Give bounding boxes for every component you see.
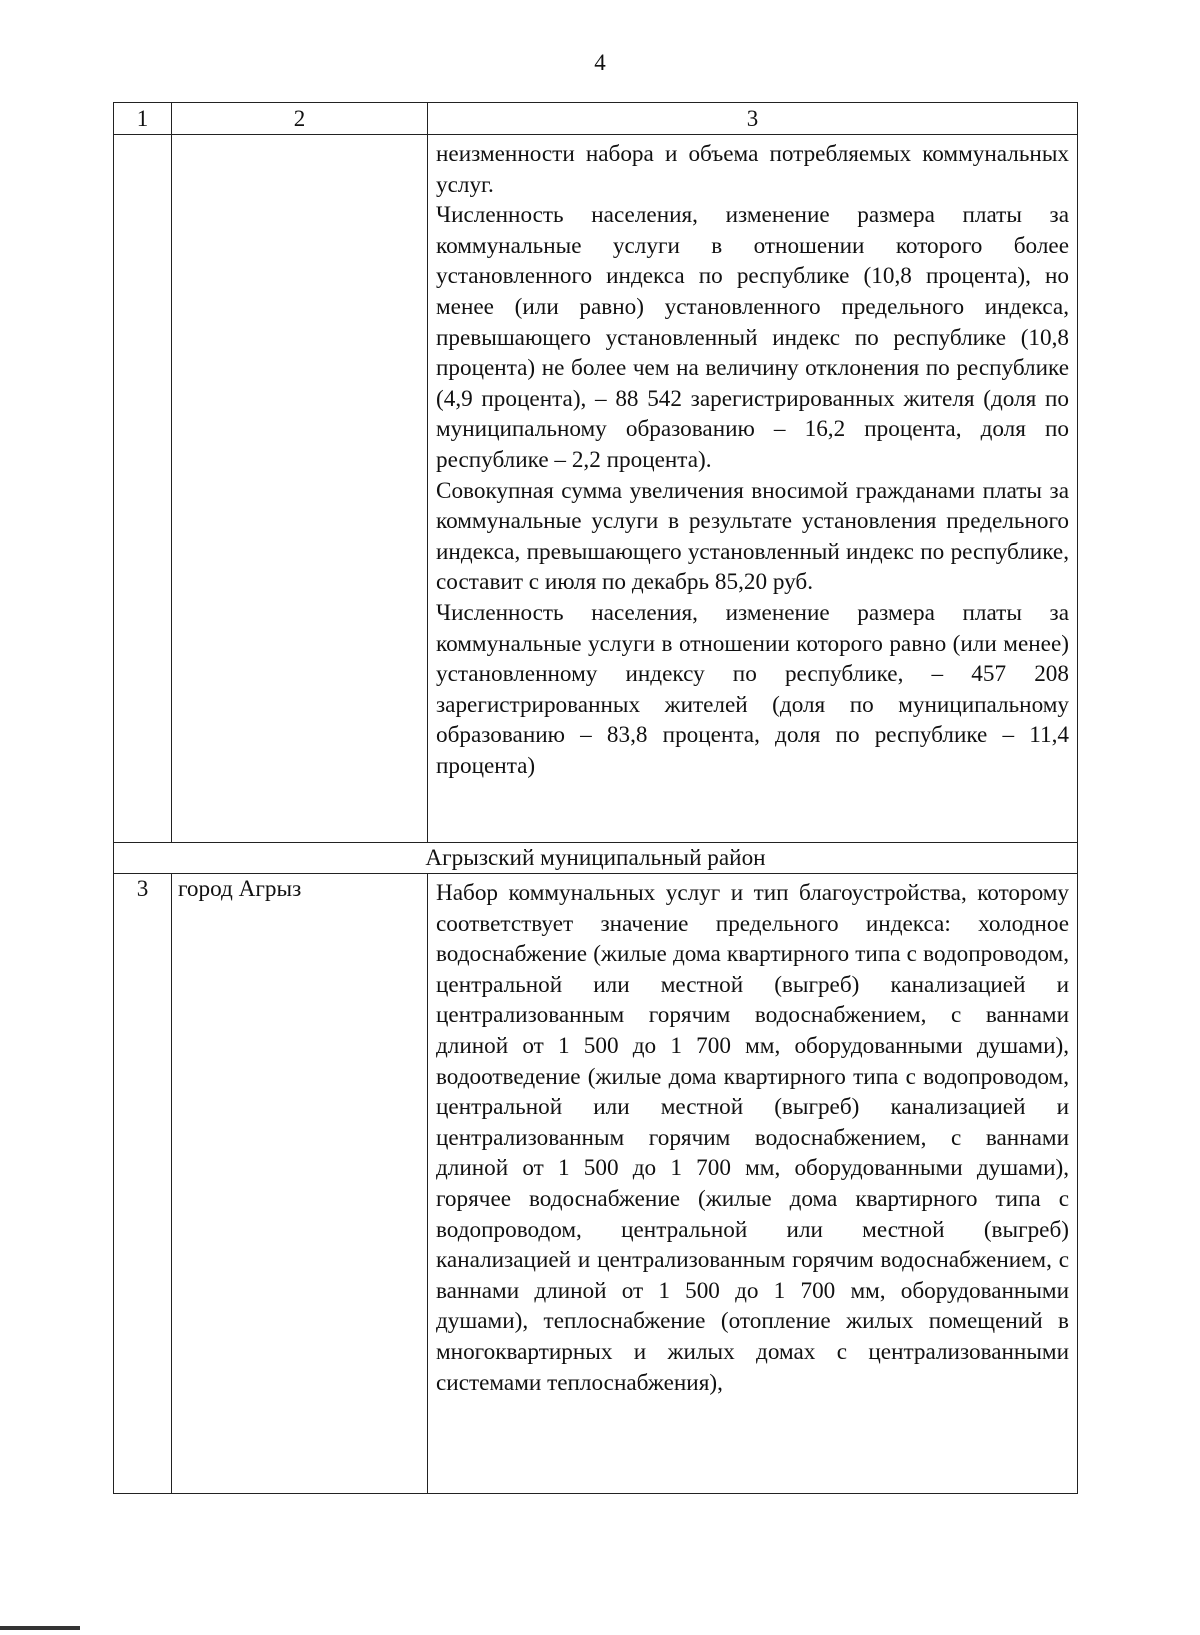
table-row-continued	[114, 135, 1078, 843]
header-col-1: 1	[114, 103, 172, 135]
paragraph: Численность населения, изменение размера платы за коммунальные услуги в отношении которого более установленного индекса по республике (10,8 процента), но менее (или равно) установленного предельного индекса, превышающего установленный индекс по республике (10,8 процента) не более чем на величину отклонения по республике (4,9 процента), – 88 542 зарегистрированных жителя (доля по муниципальному образованию – 16,2 процента, доля по республике – 2,2 процента).	[436, 202, 1069, 473]
scan-edge-mark	[0, 1626, 80, 1630]
section-title: Агрызский муниципальный район	[114, 843, 1078, 874]
paragraph: неизменности набора и объема потребляемых коммунальных услуг.	[436, 141, 1069, 198]
paragraph: Совокупная сумма увеличения вносимой гражданами платы за коммунальные услуги в результате установления предельного индекса, превышающего установленный индекс по республике, составит с июля по декабрь 85,20 руб.	[436, 477, 1069, 596]
paragraph: Набор коммунальных услуг и тип благоустройства, которому соответствует значение предельного индекса: холодное водоснабжение (жилые дома квартирного типа с водопроводом, центральной или местной (выгреб) канализацией и централизованным горячим водоснабжением, с ваннами длиной от 1 500 до 1 700 мм, оборудованными душами), водоотведение (жилые дома квартирного типа с водопроводом, центральной или местной (выгреб) канализацией и централизованным горячим водоснабжением, с ваннами длиной от 1 500 до 1 700 мм, оборудованными душами), горячее водоснабжение (жилые дома квартирного типа с водопроводом, центральной или местной (выгреб) канализацией и централизованным горячим водоснабжением, с ваннами длиной от 1 500 до 1 700 мм, оборудованными душами), теплоснабжение (отопление жилых помещений в многоквартирных и жилых домах с централизованными системами теплоснабжения),	[436, 880, 1069, 1396]
row-number-cell: 3	[114, 874, 172, 1494]
row-name-cell	[172, 135, 428, 843]
header-col-2: 2	[172, 103, 428, 135]
section-heading-row	[114, 843, 1078, 874]
row-description-cell	[428, 135, 1078, 843]
document-table	[113, 102, 1078, 1494]
row-description-cell	[428, 874, 1078, 1494]
row-number-cell	[114, 135, 172, 843]
header-col-3: 3	[428, 103, 1078, 135]
row-name-cell: город Агрыз	[172, 874, 428, 1494]
page-number: 4	[594, 50, 606, 75]
table-row	[114, 874, 1078, 1494]
paragraph: Численность населения, изменение размера платы за коммунальные услуги в отношении которого равно (или менее) установленному индексу по республике, – 457 208 зарегистрированных жителей (доля по муниципальному образованию – 83,8 процента, доля по республике – 11,4 процента)	[436, 599, 1069, 779]
table-header-row	[114, 103, 1078, 135]
